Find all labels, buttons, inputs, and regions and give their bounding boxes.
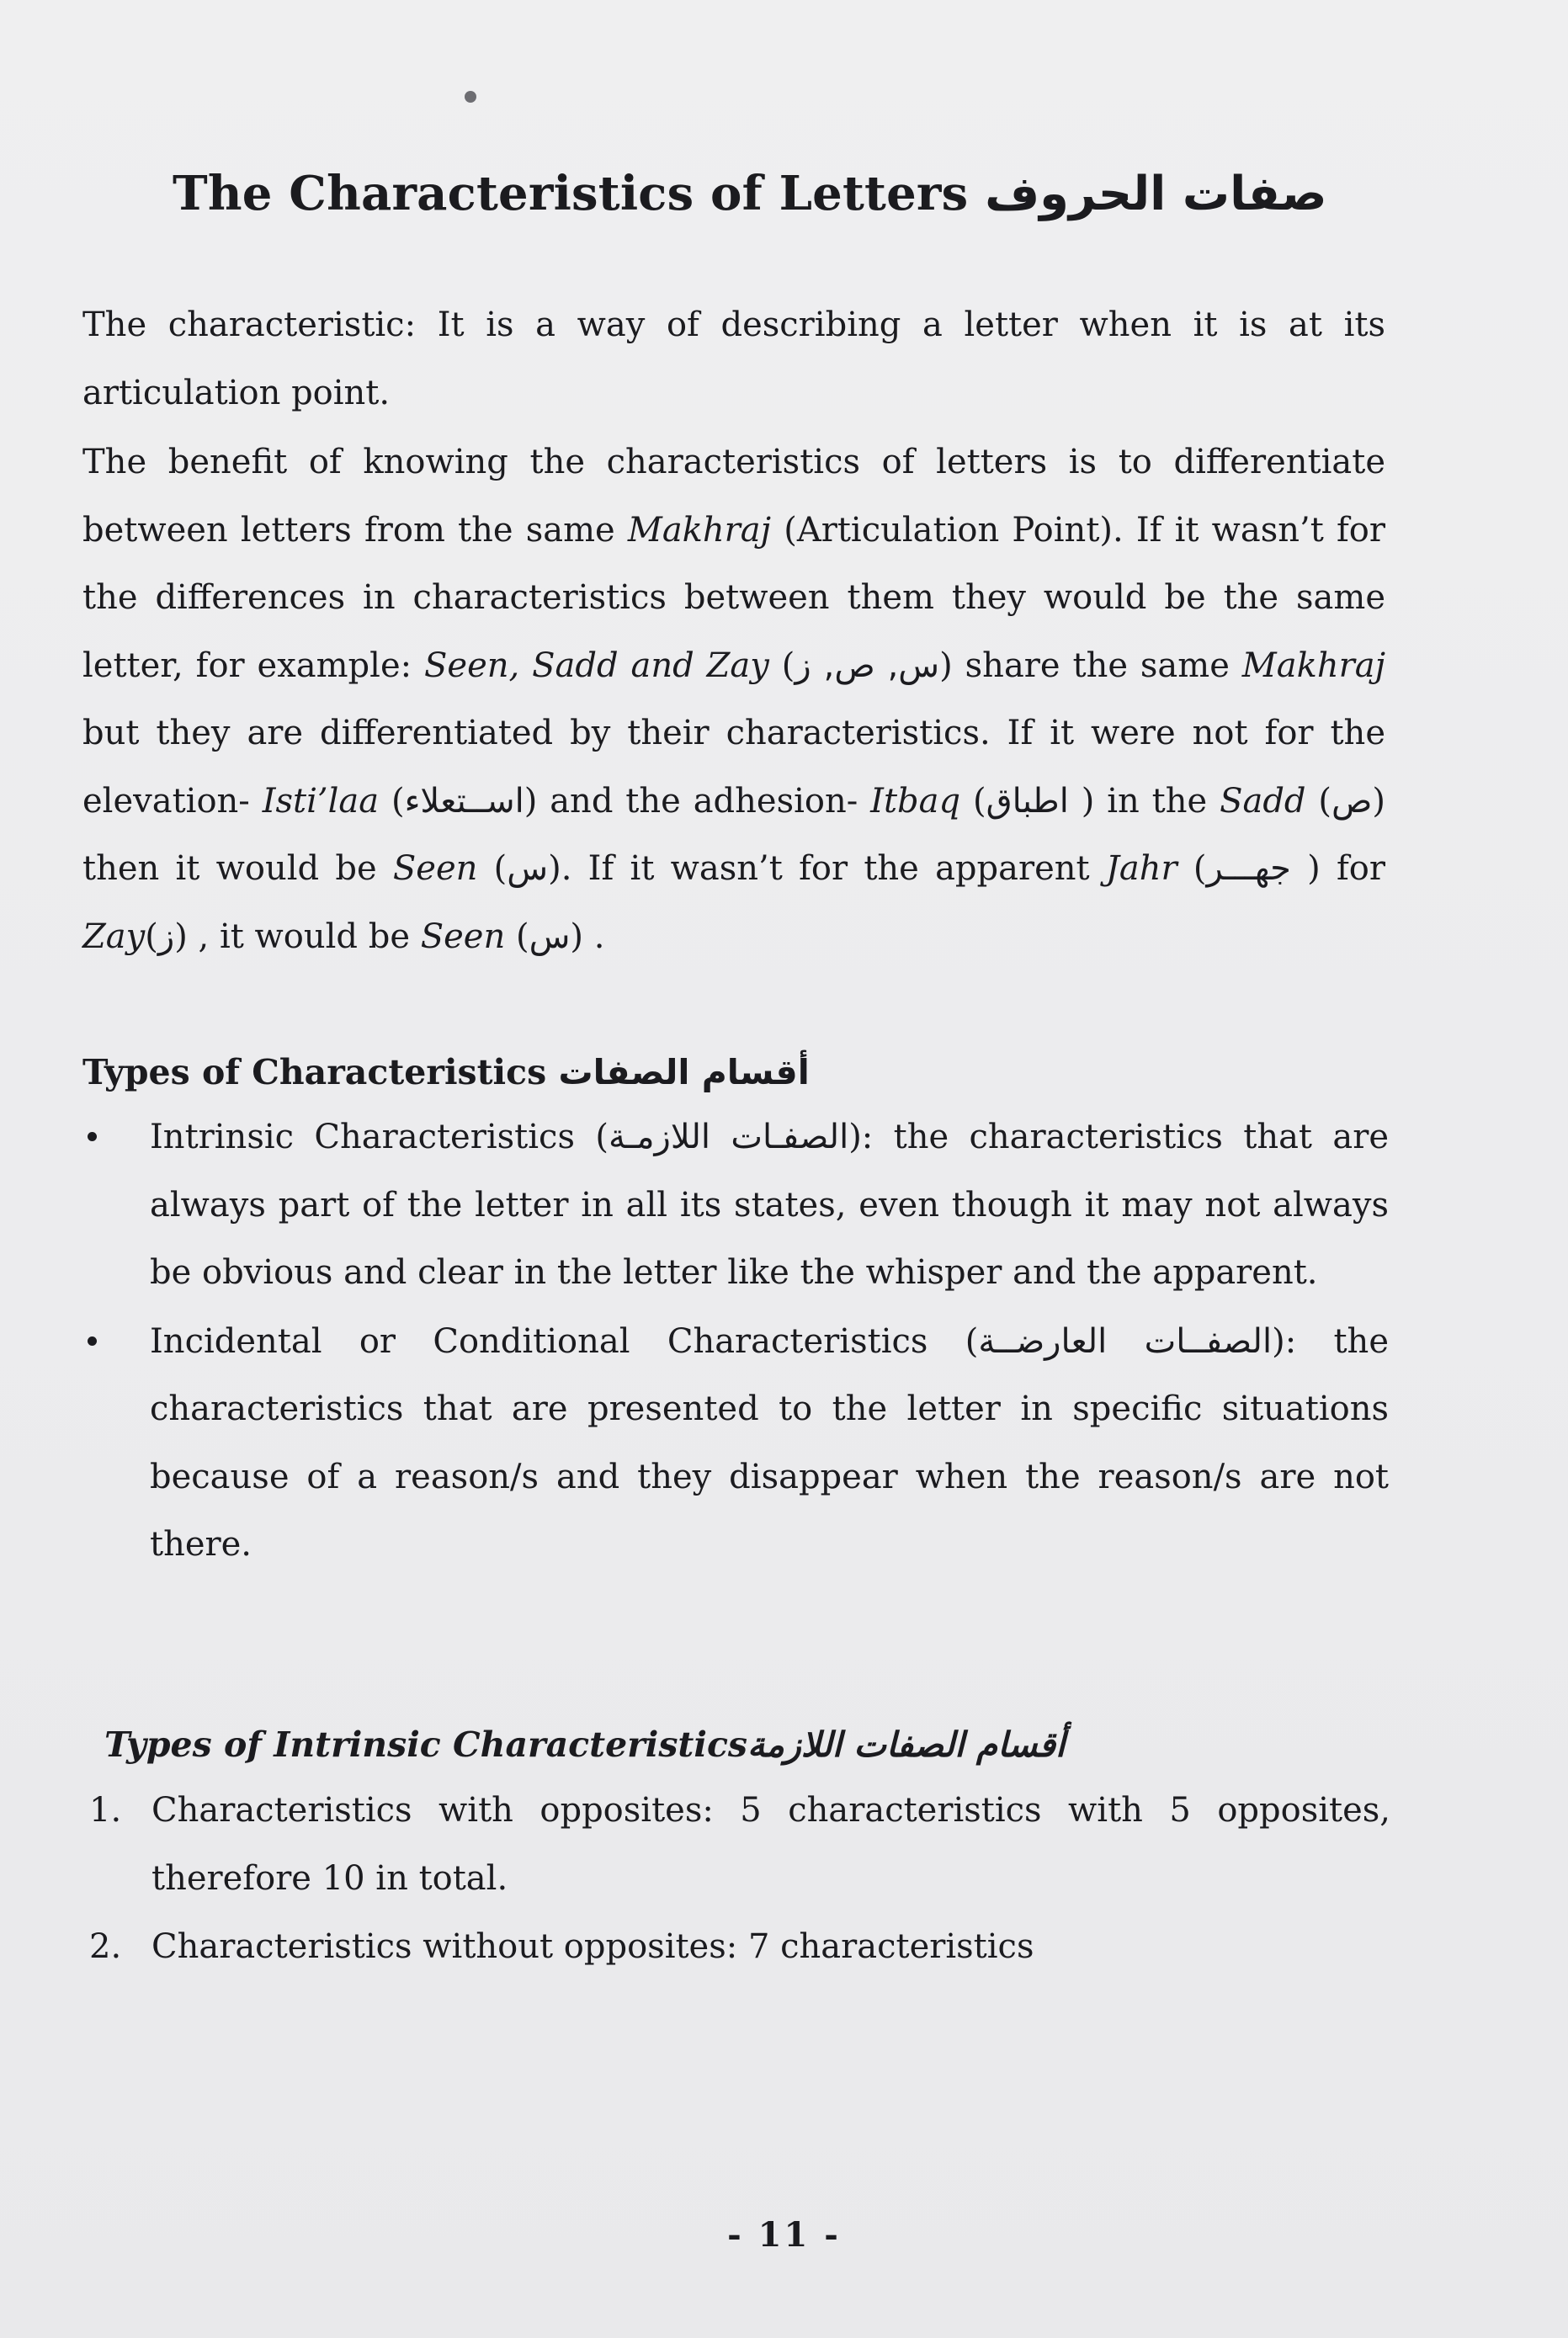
list-item	[82, 1103, 1389, 1307]
bullet-icon	[88, 1336, 97, 1346]
item-label: Incidental or Conditional Characteristics (	[150, 1321, 979, 1361]
item-label: Intrinsic Characteristics (	[150, 1118, 609, 1156]
item-number: 2.	[89, 1927, 122, 1966]
text-run: ). If it wasn’t for the apparent	[548, 849, 1106, 888]
term-zay: Zay	[82, 917, 146, 956]
types-list	[82, 1103, 1389, 1579]
term-sadd: Sadd	[1220, 781, 1306, 821]
text-run: (Articulation Point). If it wasn’t for the differences in characteristics between them they would be the same letter, for example:	[82, 510, 1386, 685]
intrinsic-heading	[104, 1711, 1384, 1778]
text-run: (	[505, 917, 529, 956]
term-letters: Seen, Sadd and Zay	[424, 646, 769, 685]
text-run: (	[960, 781, 986, 821]
text-run: (	[145, 917, 158, 956]
types-heading-arabic: أقسام الصفات	[558, 1052, 810, 1092]
term-makhraj: Makhraj	[627, 510, 772, 550]
text-run: The benefit of knowing the characteristics of letters is to differentiate between letters from the same	[82, 443, 1385, 550]
title-arabic: صفات الحروف	[985, 167, 1327, 221]
text-run: ) share the same	[939, 646, 1242, 685]
text-run: ) then it would be	[82, 781, 1385, 888]
types-heading-english: Types of Characteristics	[82, 1052, 547, 1092]
text-run: (	[768, 646, 795, 685]
arabic-seen: س	[529, 917, 571, 956]
item-text: Characteristics with opposites: 5 characteristics with 5 opposites, therefore 10 in total.	[151, 1791, 1390, 1898]
text-run: (	[477, 849, 508, 888]
text-run: (	[1305, 781, 1332, 821]
arabic-istilaa: اســتعلاء	[404, 781, 524, 821]
list-item	[82, 1913, 1390, 1981]
item-arabic: الصفـات اللازمـة	[608, 1118, 849, 1156]
item-text: ): the characteristics that are presented to the letter in specific situations because of a reason/s and they disappear when the reason/s are not there.	[150, 1321, 1389, 1564]
text-run: (	[379, 781, 405, 821]
term-seen: Seen	[392, 849, 478, 888]
text-run: ) and the adhesion-	[524, 781, 871, 821]
item-text: Characteristics without opposites: 7 characteristics	[151, 1927, 1034, 1966]
intrinsic-types-list	[82, 1777, 1390, 1981]
bullet-icon	[88, 1132, 97, 1141]
list-item	[82, 1308, 1389, 1579]
arabic-letters: س, ص, ز	[795, 646, 940, 685]
term-makhraj: Makhraj	[1241, 646, 1385, 685]
intrinsic-heading-english: Types of Intrinsic Characteristics	[104, 1724, 747, 1765]
term-seen: Seen	[420, 917, 506, 956]
term-itbaq: Itbaq	[870, 781, 961, 821]
intrinsic-heading-arabic: أقسام الصفات اللازمة	[747, 1724, 1066, 1765]
arabic-itbaq: اطباق	[986, 781, 1069, 821]
arabic-sadd: ص	[1331, 781, 1373, 821]
text-run: ) .	[570, 917, 605, 956]
bullet-mark	[465, 91, 476, 103]
text-run: ) for	[1290, 849, 1386, 888]
types-heading	[82, 1039, 1362, 1106]
text-run: ) in the	[1068, 781, 1220, 821]
page-number: - 11 -	[727, 2215, 841, 2255]
arabic-zay: ز	[157, 917, 175, 956]
definition-paragraph: The characteristic: It is a way of describing a letter when it is at its articulation point.	[82, 306, 1385, 412]
list-item	[82, 1777, 1390, 1912]
text-run: ) , it would be	[174, 917, 421, 956]
item-number: 1.	[89, 1791, 122, 1830]
benefit-paragraph	[82, 428, 1385, 970]
page-title	[173, 156, 1401, 232]
arabic-jahr: جهـــر	[1206, 849, 1291, 888]
term-istilaa: Isti’laa	[262, 781, 380, 821]
title-english: The Characteristics of Letters	[173, 166, 969, 221]
text-run: (	[1177, 849, 1207, 888]
arabic-seen: س	[507, 849, 549, 888]
text-run: but they are differentiated by their characteristics. If it were not for the elevation-	[82, 714, 1385, 821]
term-jahr: Jahr	[1105, 849, 1177, 888]
item-arabic: الصفــات العارضــة	[978, 1321, 1273, 1361]
item-text: ): the characteristics that are always part of the letter in all its states, even though it may not always be obvious and clear in the letter like the whisper and the apparent.	[150, 1118, 1390, 1292]
